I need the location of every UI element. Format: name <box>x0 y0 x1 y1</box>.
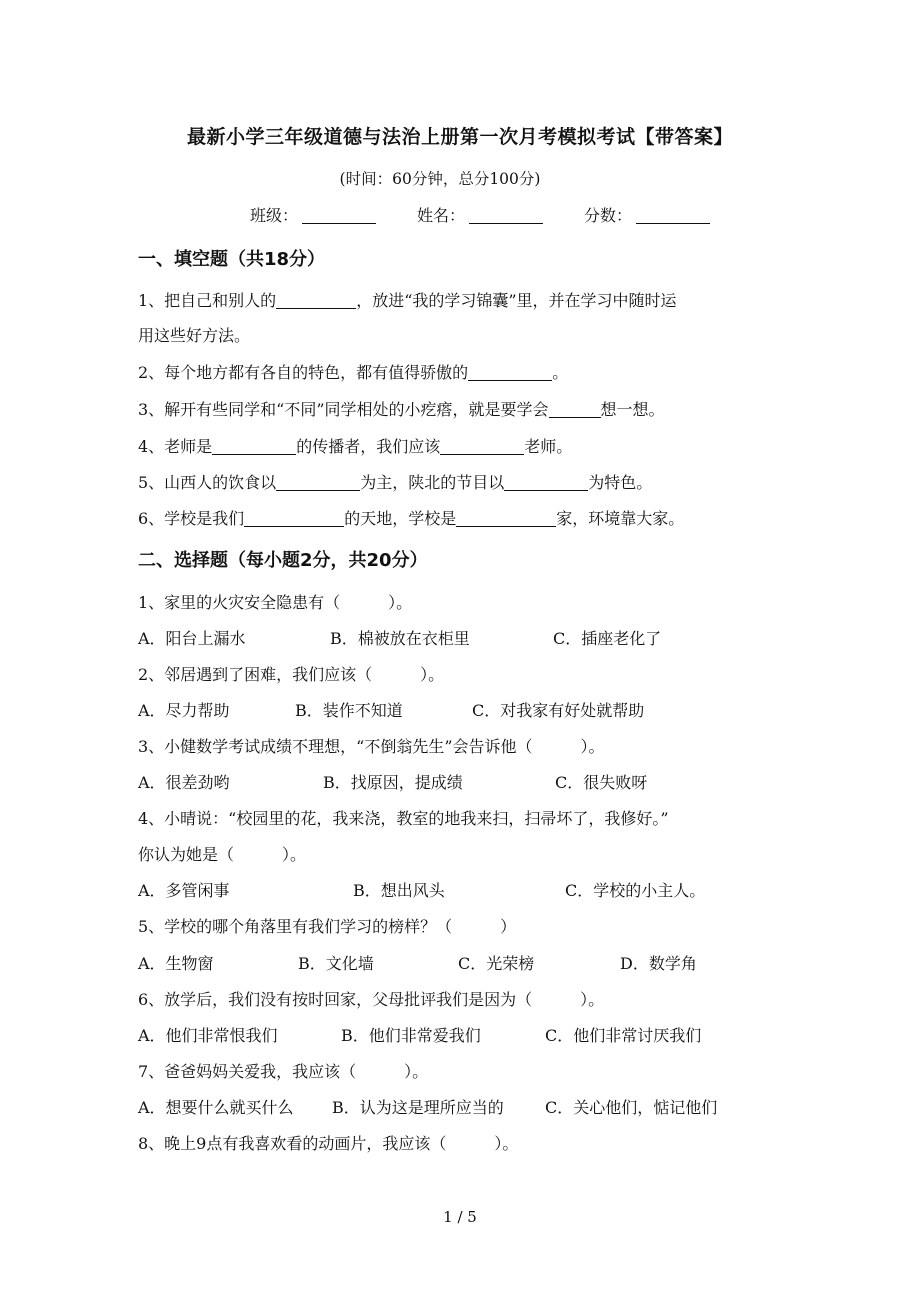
q4-blank-2[interactable] <box>440 439 524 455</box>
q1-text-a: 1、把自己和别人的 <box>138 291 277 310</box>
choice-7-option-c[interactable]: C．关心他们，惦记他们 <box>545 1098 718 1117</box>
q5-blank-2[interactable] <box>504 475 588 491</box>
q6-text-c: 家，环境靠大家。 <box>556 509 685 528</box>
choice-7-option-a[interactable]: A．想要什么就买什么 <box>138 1098 294 1117</box>
class-blank[interactable] <box>302 207 376 224</box>
choice-2-option-a[interactable]: A．尽力帮助 <box>138 701 230 720</box>
choice-1-option-c[interactable]: C．插座老化了 <box>553 629 662 648</box>
q4-blank-1[interactable] <box>212 439 296 455</box>
choice-1-stem: 1、家里的火灾安全隐患有（ ）。 <box>138 593 413 612</box>
choice-4-option-c[interactable]: C．学校的小主人。 <box>565 881 706 900</box>
question-1-cont: 用这些好方法。 <box>138 326 251 345</box>
score-label: 分数： <box>584 206 633 225</box>
section-choice-heading: 二、选择题（每小题2分，共20分） <box>138 550 428 571</box>
q5-text-a: 5、山西人的饮食以 <box>138 473 277 492</box>
score-blank[interactable] <box>636 207 710 224</box>
question-1 <box>138 288 677 311</box>
question-2 <box>138 360 568 383</box>
choice-7-option-b[interactable]: B．认为这是理所应当的 <box>332 1098 504 1117</box>
q5-text-c: 为特色。 <box>588 473 653 492</box>
choice-2-option-b[interactable]: B．装作不知道 <box>295 701 403 720</box>
choice-6-option-c[interactable]: C．他们非常讨厌我们 <box>545 1026 702 1045</box>
choice-5-option-c[interactable]: C．光荣榜 <box>458 954 535 973</box>
choice-3-stem: 3、小健数学考试成绩不理想，“不倒翁先生”会告诉他（ ）。 <box>138 737 605 756</box>
choice-5-option-a[interactable]: A．生物窗 <box>138 954 214 973</box>
section-fill-in-heading: 一、填空题（共18分） <box>138 249 326 270</box>
choice-2-stem: 2、邻居遇到了困难，我们应该（ ）。 <box>138 665 445 684</box>
page-number: 1 / 5 <box>443 1208 477 1226</box>
question-3 <box>138 397 665 420</box>
q3-text-b: 想一想。 <box>600 400 665 419</box>
choice-4-option-a[interactable]: A．多管闲事 <box>138 881 230 900</box>
q3-text-a: 3、解开有些同学和“不同”同学相处的小疙瘩，就是要学会 <box>138 400 549 419</box>
q1-text-b: ，放进“我的学习锦囊”里，并在学习中随时运 <box>356 291 677 310</box>
choice-1-option-a[interactable]: A．阳台上漏水 <box>138 629 246 648</box>
q4-text-c: 老师。 <box>524 437 573 456</box>
q6-text-b: 的天地，学校是 <box>344 509 457 528</box>
choice-5-option-b[interactable]: B．文化墙 <box>298 954 374 973</box>
q1-blank[interactable] <box>276 293 356 309</box>
question-6 <box>138 506 684 529</box>
choice-6-stem: 6、放学后，我们没有按时回家，父母批评我们是因为（ ）。 <box>138 990 605 1009</box>
q6-text-a: 6、学校是我们 <box>138 509 245 528</box>
class-field <box>250 203 376 226</box>
choice-6-option-a[interactable]: A．他们非常恨我们 <box>138 1026 278 1045</box>
q2-blank[interactable] <box>468 365 552 381</box>
score-field <box>584 203 710 226</box>
choice-4-stem: 4、小晴说：“校园里的花，我来浇，教室的地我来扫，扫帚坏了，我修好。” <box>138 809 669 828</box>
choice-3-option-c[interactable]: C．很失败呀 <box>555 773 648 792</box>
exam-subtitle: (时间：60分钟，总分100分) <box>339 170 541 188</box>
q2-text-b: 。 <box>552 363 569 382</box>
choice-5-option-d[interactable]: D．数学角 <box>620 954 697 973</box>
q3-blank[interactable] <box>549 402 601 418</box>
question-5 <box>138 470 652 493</box>
name-blank[interactable] <box>469 207 543 224</box>
q6-blank-1[interactable] <box>244 511 344 527</box>
q6-blank-2[interactable] <box>456 511 556 527</box>
q5-blank-1[interactable] <box>276 475 360 491</box>
class-label: 班级： <box>250 206 299 225</box>
q4-text-a: 4、老师是 <box>138 437 213 456</box>
name-label: 姓名： <box>417 206 466 225</box>
q4-text-b: 的传播者，我们应该 <box>296 437 441 456</box>
name-field <box>417 203 543 226</box>
choice-3-option-a[interactable]: A．很差劲哟 <box>138 773 230 792</box>
q2-text-a: 2、每个地方都有各自的特色，都有值得骄傲的 <box>138 363 469 382</box>
choice-4-option-b[interactable]: B．想出风头 <box>353 881 445 900</box>
choice-4-stem-cont: 你认为她是（ ）。 <box>138 845 307 864</box>
q5-text-b: 为主，陕北的节目以 <box>360 473 505 492</box>
choice-1-option-b[interactable]: B．棉被放在衣柜里 <box>330 629 470 648</box>
choice-2-option-c[interactable]: C．对我家有好处就帮助 <box>472 701 645 720</box>
exam-title: 最新小学三年级道德与法治上册第一次月考模拟考试【带答案】 <box>186 126 733 148</box>
choice-7-stem: 7、爸爸妈妈关爱我，我应该（ ）。 <box>138 1062 429 1081</box>
choice-6-option-b[interactable]: B．他们非常爱我们 <box>341 1026 481 1045</box>
question-4 <box>138 434 572 457</box>
choice-3-option-b[interactable]: B．找原因，提成绩 <box>323 773 463 792</box>
choice-5-stem: 5、学校的哪个角落里有我们学习的榜样？（ ） <box>138 917 517 936</box>
choice-8-stem: 8、晚上9点有我喜欢看的动画片，我应该（ ）。 <box>138 1134 519 1153</box>
